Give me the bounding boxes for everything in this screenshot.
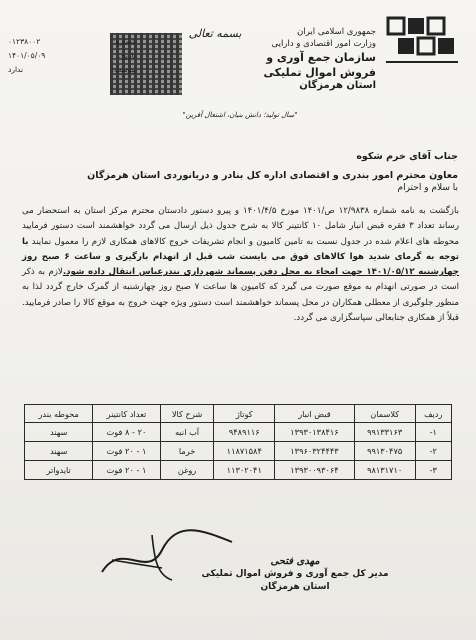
container-table (24, 404, 452, 480)
table-cell: ۱- (415, 423, 451, 442)
table-cell: ۱۳۹۳۰۱۳۸۴۱۶ (275, 423, 355, 442)
col-header: تعداد کانتینر (93, 405, 160, 423)
col-header: شرح کالا (160, 405, 214, 423)
table-cell: ۹۹۱۳۳۱۶۳ (354, 423, 415, 442)
table-cell: ۱ - ۲۰ فوت (93, 461, 160, 480)
table-cell: خرما (160, 442, 214, 461)
signatory-name: مهدی فتحی (270, 556, 320, 567)
table-row (25, 442, 452, 461)
signature-block (190, 555, 400, 594)
body-paragraph-1: بازگشت به نامه شماره ۱۲/۹۸۳۸ ص/۱۴۰۱ مورخ ۱۴۰۱/۴/۵ و پیرو دستور دادستان محترم مرکز استان به استحضار می رساند تعداد ۳ فقره قبض انبار شامل ۱۰ کانتینر کالا به شرح جدول ذیل ارسال می گردد خواهشمند است دستور فرمایید محوطه های اعلام شده در جدول نسبت به تامین کامیون و انجام تشریفات خروج کالاهای همکاری لازم را معمول نمایند (22, 206, 459, 247)
attachment-label: پیوست: (111, 65, 136, 74)
letter-date: ۱۴۰۱/۰۵/۰۹ (8, 51, 46, 60)
body-underlined-notice: چهارشنبه ۱۴۰۱/۰۵/۱۲ جهت امحاء به محل دفن پسماند شهرداری بندرعباس انتقال داده شود. (62, 267, 459, 278)
table-cell: ۹۹۱۳۰۴۷۵ (354, 442, 415, 461)
organization-header (236, 26, 376, 92)
table-cell: ۲- (415, 442, 451, 461)
letter-number: ۰۱۲۳۸۰۰۲ (8, 37, 41, 46)
greeting: با سلام و احترام (397, 183, 458, 193)
attachment-value: ندارد (8, 65, 24, 74)
number-label: شماره: (113, 37, 136, 46)
org-line-4: استان هرمزگان (299, 80, 376, 91)
table-cell: ۱۱۸۷۱۵۸۴ (214, 442, 275, 461)
table-cell: سهند (25, 442, 93, 461)
table-cell: روغن (160, 461, 214, 480)
table-cell: آب انبه (160, 423, 214, 442)
recipient-block (60, 147, 458, 185)
org-line-1: جمهوری اسلامی ایران (297, 27, 376, 37)
col-header: کوتاژ (214, 405, 275, 423)
body-bold-notice: با توجه به گرمای شدید هوا کالاهای فوق می بایست شب قبل از انهدام بارگیری و ساعت ۶ صبح روز (22, 236, 459, 262)
table-cell: ۲۰ - ۸ فوت (93, 423, 160, 442)
org-line-2: وزارت امور اقتصادی و دارایی (271, 39, 376, 49)
org-line-3: سازمان جمع آوری و فروش اموال تملیکی (263, 51, 376, 79)
col-header: محوطه بندر (25, 405, 93, 423)
table-cell: ۳- (415, 461, 451, 480)
col-header: ردیف (415, 405, 451, 423)
table-cell: ۱۳۹۳۰۰۹۳۰۶۴ (275, 461, 355, 480)
table-cell: سهند (25, 423, 93, 442)
table-cell: ۱۱۳۰۲۰۴۱ (214, 461, 275, 480)
table-row (25, 423, 452, 442)
letter-meta-labels (104, 35, 136, 77)
letter-meta-values (8, 35, 102, 77)
organization-logo (380, 12, 464, 72)
table-cell: ۱۳۹۶۰۳۲۴۴۴۳ (275, 442, 355, 461)
table-cell: ۹۸۱۳۱۷۱۰ (354, 461, 415, 480)
body-paragraph-2: لازم به ذکر است در صورتی انهدام به موقع صورت می گیرد که کامیون ها ساعت ۷ صبح روز چهارشنبه از گمرک خارج گردد لذا به منظور جلوگیری از معطلی همکاران در محل پسماند خواهشمند است دستور ویژه جهت خروج به موقع کالا را صادر فرمایید. قبلاً از همکاری جنابعالی سپاسگزاری می گردد. (22, 267, 460, 324)
table-cell: ۹۴۸۹۱۱۶ (214, 423, 275, 442)
col-header: کلاسمان (354, 405, 415, 423)
table-cell: ۱ - ۲۰ فوت (93, 442, 160, 461)
date-label: تاریخ: (118, 51, 136, 60)
recipient-title: معاون محترم امور بندری و اقتصادی اداره کل بنادر و دریانوردی استان هرمزگان (87, 170, 458, 181)
letter-body (22, 204, 459, 326)
year-slogan: "سال تولید؛ دانش بنیان، اشتغال آفرین" (182, 111, 298, 119)
signatory-province: استان هرمزگان (260, 582, 330, 592)
basmala: بسمه تعالی (188, 27, 242, 40)
table-header-row (25, 405, 452, 423)
table-cell: تایدواتر (25, 461, 93, 480)
table-row (25, 461, 452, 480)
col-header: قبض انبار (275, 405, 355, 423)
signatory-title: مدیر کل جمع آوری و فروش اموال تملیکی (201, 569, 389, 579)
recipient-name: جناب آقای خرم شکوه (356, 151, 458, 162)
